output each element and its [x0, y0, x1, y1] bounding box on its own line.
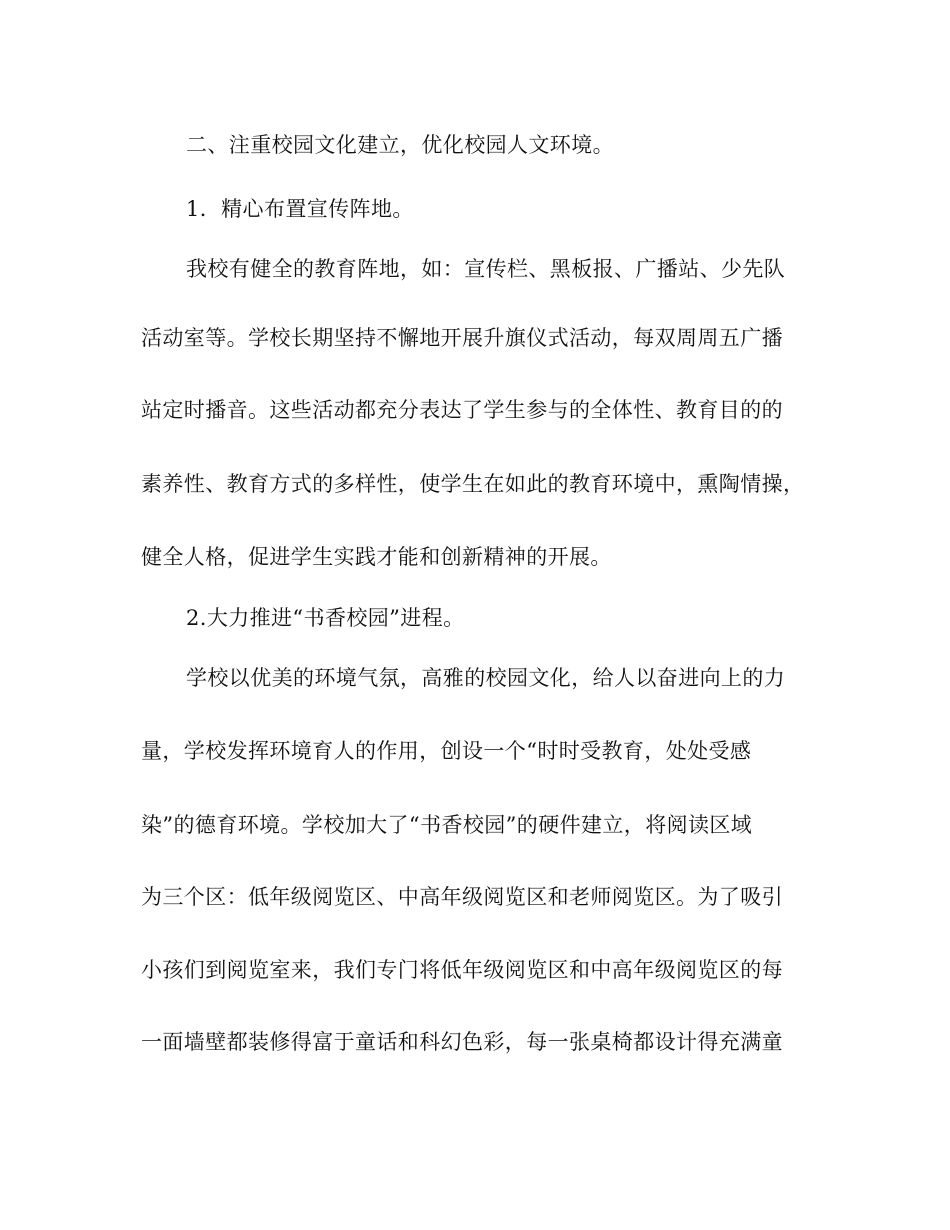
paragraph-line: 一面墙壁都装修得富于童话和科幻色彩，每一张桌椅都设计得充满童: [141, 1030, 783, 1054]
paragraph-line: 站定时播音。这些活动都充分表达了学生参与的全体性、教育目的的: [141, 398, 783, 422]
paragraph-line: 素养性、教育方式的多样性，使学生在如此的教育环境中，熏陶情操，: [141, 472, 805, 496]
subheading-2: 2.大力推进“书香校园”进程。: [186, 606, 465, 630]
paragraph-line: 为三个区：低年级阅览区、中高年级阅览区和老师阅览区。为了吸引: [141, 885, 783, 909]
paragraph-line: 染”的德育环境。学校加大了“书香校园”的硬件建立，将阅读区域: [141, 813, 753, 837]
paragraph-line: 健全人格，促进学生实践才能和创新精神的开展。: [141, 545, 612, 569]
paragraph-line: 量，学校发挥环境育人的作用，创设一个“时时受教育，处处受感: [141, 739, 752, 763]
paragraph-line: 活动室等。学校长期坚持不懈地开展升旗仪式活动，每双周周五广播: [141, 326, 783, 350]
paragraph-line: 我校有健全的教育阵地，如：宣传栏、黑板报、广播站、少先队: [186, 257, 786, 281]
subheading-1: 1．精心布置宣传阵地。: [186, 197, 414, 221]
paragraph-line: 学校以优美的环境气氛，高雅的校园文化，给人以奋进向上的力: [186, 666, 786, 690]
paragraph-line: 小孩们到阅览室来，我们专门将低年级阅览区和中高年级阅览区的每: [141, 958, 783, 982]
section-heading: 二、注重校园文化建立，优化校园人文环境。: [186, 133, 614, 157]
